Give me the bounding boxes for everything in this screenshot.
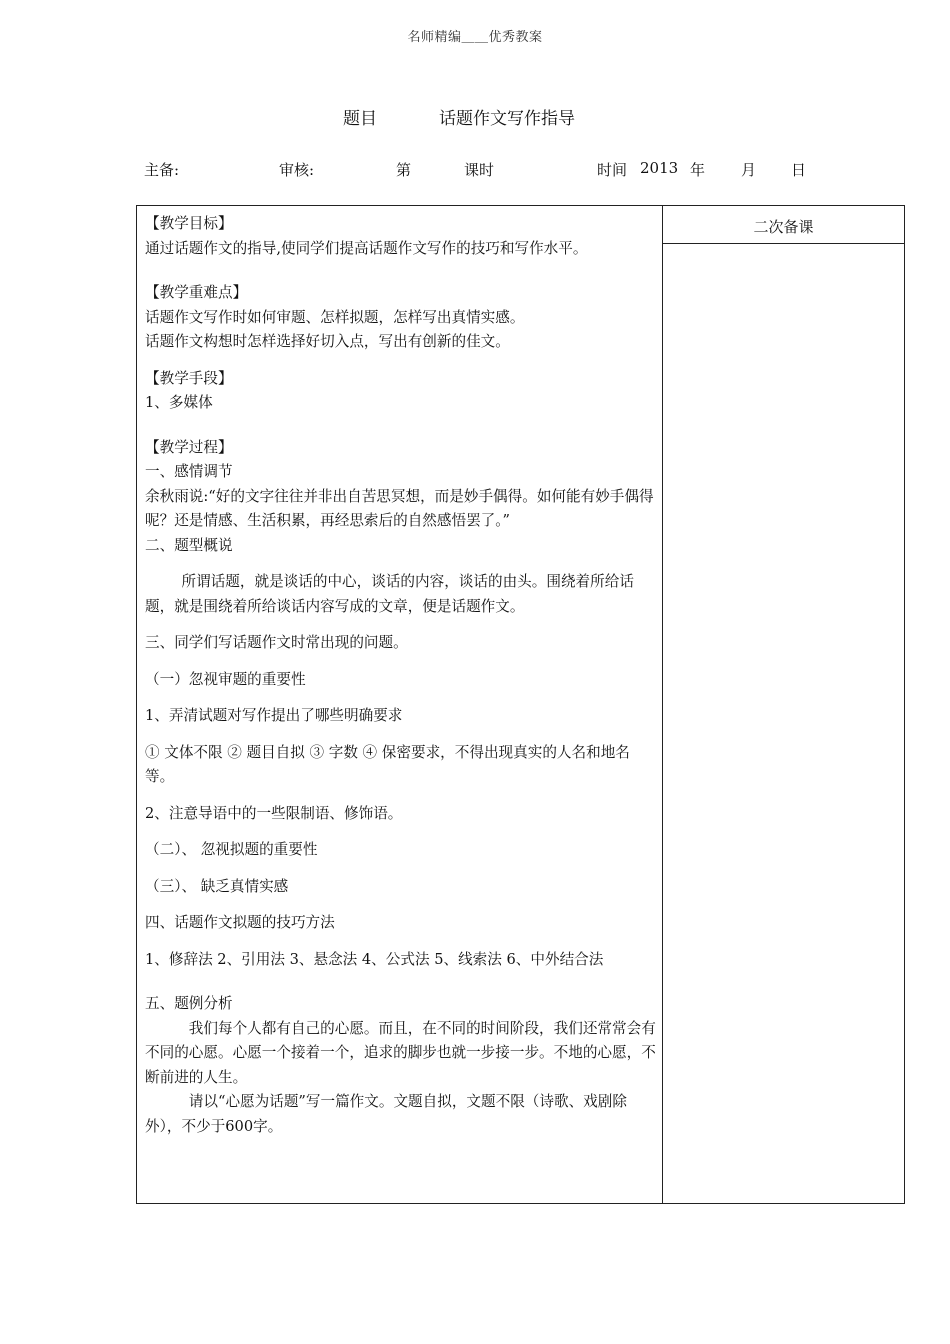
process-3-item-2: 2、注意导语中的一些限制语、修饰语。 xyxy=(145,804,403,822)
meta-day: 日 xyxy=(791,161,807,179)
title-text: 话题作文写作指导 xyxy=(439,109,575,129)
title-label: 题目 xyxy=(343,109,377,129)
meta-lesson: 课时 xyxy=(464,161,495,179)
lesson-title xyxy=(343,104,589,129)
meta-di: 第 xyxy=(396,161,412,179)
process-3-item-1-detail: ① 文体不限 ② 题目自拟 ③ 字数 ④ 保密要求，不得出现真实的人名和地名等。 xyxy=(145,743,630,785)
goal-text: 通过话题作文的指导,使同学们提高话题作文写作的技巧和写作水平。 xyxy=(145,239,588,257)
meta-preparer: 主备: xyxy=(144,161,180,179)
process-5-text-2: 请以“心愿为话题”写一篇作文。文题自拟，文题不限（诗歌、戏剧除外），不少于600字。 xyxy=(145,1093,627,1135)
side-header-divider xyxy=(663,243,904,244)
process-heading: 【教学过程】 xyxy=(145,438,233,456)
goal-heading: 【教学目标】 xyxy=(145,215,233,232)
process-1-title: 一、感情调节 xyxy=(145,463,233,480)
meta-month: 月 xyxy=(741,161,757,179)
means-heading: 【教学手段】 xyxy=(145,369,233,387)
process-4-text: 1、修辞法 2、引用法 3、悬念法 4、公式法 5、线索法 6、中外结合法 xyxy=(145,950,604,968)
key-point-2: 话题作文构想时怎样选择好切入点，写出有创新的佳文。 xyxy=(145,333,510,350)
meta-time: 时间 xyxy=(597,161,628,179)
means-item-1: 1、多媒体 xyxy=(145,394,213,411)
lesson-table xyxy=(136,205,905,1204)
meta-year-value: 2013 xyxy=(640,159,679,177)
lesson-content xyxy=(145,212,659,1139)
side-column-heading: 二次备课 xyxy=(753,218,814,236)
process-5-title: 五、题例分析 xyxy=(145,995,233,1012)
meta-year: 年 xyxy=(690,161,706,179)
header-watermark: 名师精编＿＿优秀教案 xyxy=(407,30,543,45)
process-3-sub-1: （一）忽视审题的重要性 xyxy=(145,670,306,688)
process-3-item-1: 1、弄清试题对写作提出了哪些明确要求 xyxy=(145,707,403,724)
meta-reviewer: 审核: xyxy=(279,161,315,179)
process-4-title: 四、话题作文拟题的技巧方法 xyxy=(145,914,335,931)
key-heading: 【教学重难点】 xyxy=(145,284,248,301)
process-3-title: 三、同学们写话题作文时常出现的问题。 xyxy=(145,634,408,651)
process-1-text: 余秋雨说:“好的文字往往并非出自苦思冥想，而是妙手偶得。如何能有妙手偶得呢？还是情感、生活积累，再经思索后的自然感悟罢了。” xyxy=(145,487,654,529)
process-3-sub-2: （二）、 忽视拟题的重要性 xyxy=(145,841,318,858)
process-5-text-1: 我们每个人都有自己的心愿。而且，在不同的时间阶段，我们还常常会有不同的心愿。心愿一个接着一个，追求的脚步也就一步接一步。不地的心愿，不断前进的人生。 xyxy=(145,1019,656,1086)
column-divider xyxy=(662,206,663,1203)
key-point-1: 话题作文写作时如何审题、怎样拟题，怎样写出真情实感。 xyxy=(145,308,525,326)
meta-row xyxy=(0,159,950,183)
process-2-text: 所谓话题，就是谈话的中心，谈话的内容，谈话的由头。围绕着所给话题，就是围绕着所给谈话内容写成的文章，便是话题作文。 xyxy=(145,573,634,615)
process-3-sub-3: （三）、 缺乏真情实感 xyxy=(145,877,289,895)
process-2-title: 二、题型概说 xyxy=(145,536,233,554)
